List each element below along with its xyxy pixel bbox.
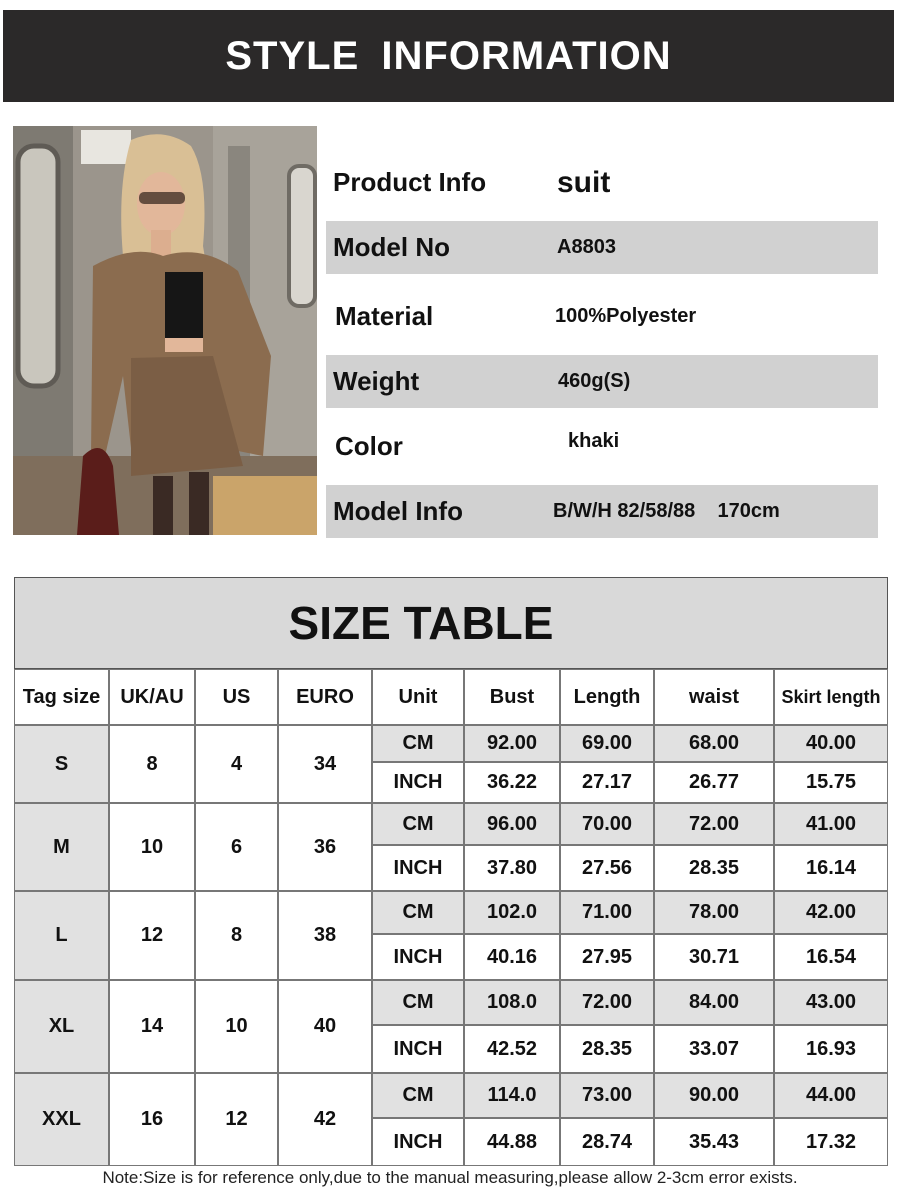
- us-cell: 6: [195, 803, 278, 891]
- length-cell-cm: 71.00: [560, 891, 654, 934]
- header-cell: US: [195, 669, 278, 725]
- bust-cell-inch: 42.52: [464, 1025, 560, 1073]
- bust-cell-cm: 102.0: [464, 891, 560, 934]
- bust-cell-inch: 36.22: [464, 762, 560, 803]
- info-label: Color: [335, 431, 403, 461]
- skirt-length-cell-cm: 43.00: [774, 980, 888, 1025]
- skirt-length-cell-cm: 41.00: [774, 803, 888, 845]
- size-table-title: [14, 577, 888, 669]
- bust-cell-cm: 92.00: [464, 725, 560, 762]
- unit-cell-cm: CM: [372, 1073, 464, 1118]
- length-cell-cm: 72.00: [560, 980, 654, 1025]
- header-cell: Bust: [464, 669, 560, 725]
- bust-cell-inch: 40.16: [464, 934, 560, 980]
- us-cell: 8: [195, 891, 278, 980]
- info-label: Weight: [333, 366, 420, 396]
- header-title: STYLE INFORMATION: [225, 33, 672, 78]
- length-cell-inch: 27.56: [560, 845, 654, 891]
- info-label: Model No: [333, 232, 450, 262]
- info-value: 460g(S): [558, 370, 631, 392]
- unit-cell-inch: INCH: [372, 1118, 464, 1166]
- info-label: Product Info: [333, 167, 487, 197]
- skirt-length-cell-inch: 15.75: [774, 762, 888, 803]
- header-cell: Length: [560, 669, 654, 725]
- euro-cell: 34: [278, 725, 372, 803]
- length-cell-inch: 28.74: [560, 1118, 654, 1166]
- skirt-length-cell-cm: 40.00: [774, 725, 888, 762]
- info-row-material: [326, 290, 878, 343]
- euro-cell: 38: [278, 891, 372, 980]
- euro-cell: 40: [278, 980, 372, 1073]
- skirt-length-cell-inch: 17.32: [774, 1118, 888, 1166]
- us-cell: 10: [195, 980, 278, 1073]
- measurement-note: Note:Size is for reference only,due to the manual measuring,please allow 2-3cm error exists.: [102, 1168, 798, 1187]
- waist-cell-cm: 90.00: [654, 1073, 774, 1118]
- header-cell: EURO: [278, 669, 372, 725]
- product-photo: [13, 126, 317, 535]
- waist-cell-cm: 78.00: [654, 891, 774, 934]
- info-row-weight: [326, 355, 878, 408]
- tag-size-cell: L: [14, 891, 109, 980]
- uk-au-cell: 8: [109, 725, 195, 803]
- bust-cell-cm: 108.0: [464, 980, 560, 1025]
- header-cell: Tag size: [14, 669, 109, 725]
- info-label: Material: [335, 301, 434, 331]
- unit-cell-inch: INCH: [372, 762, 464, 803]
- info-value: suit: [557, 165, 611, 199]
- unit-cell-inch: INCH: [372, 845, 464, 891]
- waist-cell-cm: 84.00: [654, 980, 774, 1025]
- waist-cell-cm: 72.00: [654, 803, 774, 845]
- skirt-length-cell-inch: 16.54: [774, 934, 888, 980]
- info-value: khaki: [568, 430, 620, 452]
- length-cell-cm: 73.00: [560, 1073, 654, 1118]
- header-cell: Unit: [372, 669, 464, 725]
- uk-au-cell: 16: [109, 1073, 195, 1166]
- length-cell-inch: 27.95: [560, 934, 654, 980]
- unit-cell-cm: CM: [372, 803, 464, 845]
- waist-cell-inch: 26.77: [654, 762, 774, 803]
- style-information-header: [3, 10, 894, 102]
- tag-size-cell: XL: [14, 980, 109, 1073]
- info-row-product-info: [326, 156, 878, 209]
- info-value: 100%Polyester: [555, 305, 697, 327]
- unit-cell-inch: INCH: [372, 934, 464, 980]
- tag-size-cell: XXL: [14, 1073, 109, 1166]
- size-table: [14, 577, 888, 1167]
- length-cell-cm: 70.00: [560, 803, 654, 845]
- bust-cell-inch: 37.80: [464, 845, 560, 891]
- header-cell: Skirt length: [774, 669, 888, 725]
- info-row-model-info: [326, 485, 878, 538]
- uk-au-cell: 10: [109, 803, 195, 891]
- skirt-length-cell-inch: 16.93: [774, 1025, 888, 1073]
- bust-cell-inch: 44.88: [464, 1118, 560, 1166]
- us-cell: 12: [195, 1073, 278, 1166]
- skirt-length-cell-cm: 44.00: [774, 1073, 888, 1118]
- bust-cell-cm: 96.00: [464, 803, 560, 845]
- skirt-length-cell-cm: 42.00: [774, 891, 888, 934]
- length-cell-inch: 28.35: [560, 1025, 654, 1073]
- euro-cell: 36: [278, 803, 372, 891]
- header-cell: UK/AU: [109, 669, 195, 725]
- unit-cell-cm: CM: [372, 891, 464, 934]
- skirt-length-cell-inch: 16.14: [774, 845, 888, 891]
- waist-cell-inch: 35.43: [654, 1118, 774, 1166]
- waist-cell-inch: 33.07: [654, 1025, 774, 1073]
- unit-cell-cm: CM: [372, 725, 464, 762]
- length-cell-cm: 69.00: [560, 725, 654, 762]
- info-value: A8803: [557, 236, 616, 258]
- length-cell-inch: 27.17: [560, 762, 654, 803]
- tag-size-cell: S: [14, 725, 109, 803]
- us-cell: 4: [195, 725, 278, 803]
- uk-au-cell: 14: [109, 980, 195, 1073]
- bust-cell-cm: 114.0: [464, 1073, 560, 1118]
- info-label: Model Info: [333, 496, 463, 526]
- waist-cell-inch: 30.71: [654, 934, 774, 980]
- info-row-model-no: [326, 221, 878, 274]
- size-table-title-text: SIZE TABLE: [288, 597, 554, 649]
- unit-cell-inch: INCH: [372, 1025, 464, 1073]
- info-row-color: [326, 420, 878, 473]
- tag-size-cell: M: [14, 803, 109, 891]
- waist-cell-cm: 68.00: [654, 725, 774, 762]
- euro-cell: 42: [278, 1073, 372, 1166]
- waist-cell-inch: 28.35: [654, 845, 774, 891]
- header-cell: waist: [654, 669, 774, 725]
- uk-au-cell: 12: [109, 891, 195, 980]
- unit-cell-cm: CM: [372, 980, 464, 1025]
- info-value: B/W/H 82/58/88 170cm: [553, 500, 780, 522]
